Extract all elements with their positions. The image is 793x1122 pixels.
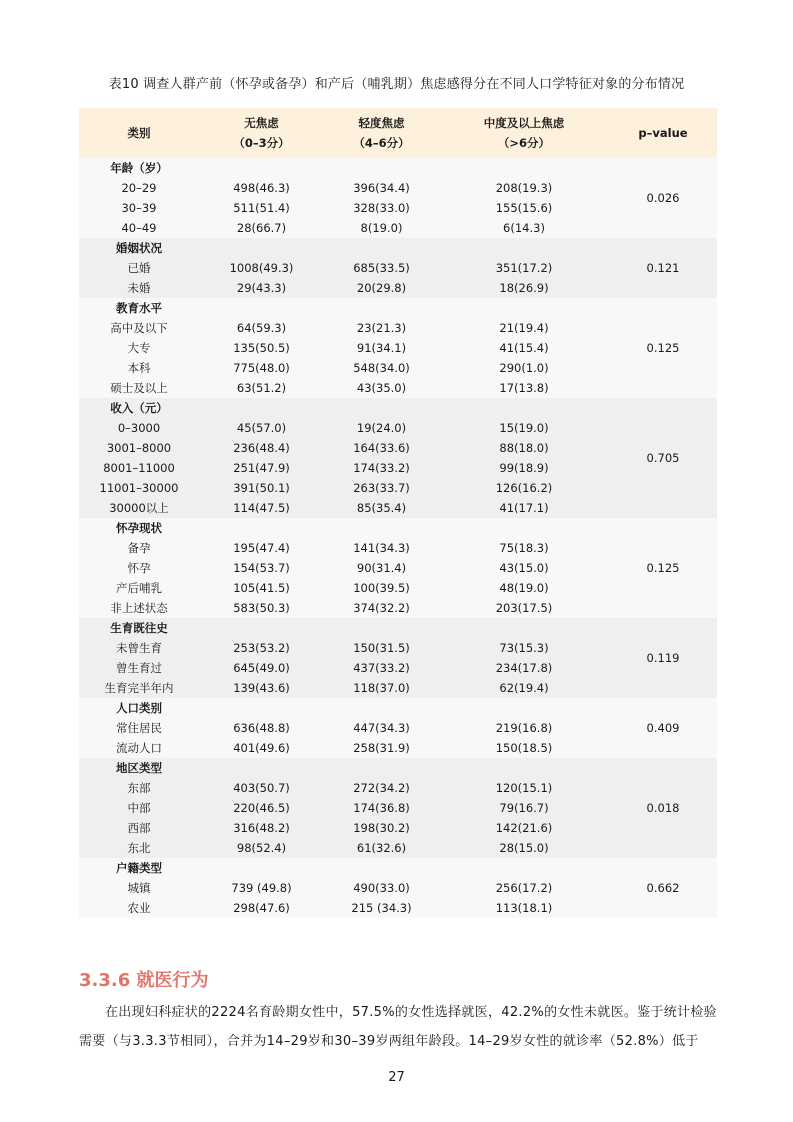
moderate-anxiety-cell: 75(18.3) xyxy=(439,538,609,558)
header-cell xyxy=(439,108,609,158)
mild-anxiety-cell: 19(24.0) xyxy=(324,418,439,438)
empty-cell xyxy=(324,158,439,178)
category-cell: 30000以上 xyxy=(79,498,199,518)
no-anxiety-cell: 45(57.0) xyxy=(199,418,324,438)
category-cell: 生育完半年内 xyxy=(79,678,199,698)
category-cell: 东北 xyxy=(79,838,199,858)
category-cell: 流动人口 xyxy=(79,738,199,758)
no-anxiety-cell: 220(46.5) xyxy=(199,798,324,818)
p-value-cell: 0.705 xyxy=(609,398,717,518)
moderate-anxiety-cell: 43(15.0) xyxy=(439,558,609,578)
moderate-anxiety-cell: 73(15.3) xyxy=(439,638,609,658)
mild-anxiety-cell: 174(33.2) xyxy=(324,458,439,478)
mild-anxiety-cell: 118(37.0) xyxy=(324,678,439,698)
category-cell: 3001–8000 xyxy=(79,438,199,458)
moderate-anxiety-cell: 79(16.7) xyxy=(439,798,609,818)
group-title-row xyxy=(79,238,717,258)
mild-anxiety-cell: 85(35.4) xyxy=(324,498,439,518)
moderate-anxiety-cell: 18(26.9) xyxy=(439,278,609,298)
category-cell: 怀孕 xyxy=(79,558,199,578)
mild-anxiety-cell: 23(21.3) xyxy=(324,318,439,338)
category-cell: 硕士及以上 xyxy=(79,378,199,398)
empty-cell xyxy=(199,618,324,638)
category-cell: 大专 xyxy=(79,338,199,358)
mild-anxiety-cell: 374(32.2) xyxy=(324,598,439,618)
empty-cell xyxy=(199,758,324,778)
category-cell: 未婚 xyxy=(79,278,199,298)
category-cell: 未曾生育 xyxy=(79,638,199,658)
moderate-anxiety-cell: 48(19.0) xyxy=(439,578,609,598)
p-value-cell: 0.026 xyxy=(609,158,717,238)
moderate-anxiety-cell: 99(18.9) xyxy=(439,458,609,478)
group-title-row xyxy=(79,618,717,638)
mild-anxiety-cell: 685(33.5) xyxy=(324,258,439,278)
group-title: 教育水平 xyxy=(79,298,199,318)
group-title-row xyxy=(79,398,717,418)
empty-cell xyxy=(324,618,439,638)
empty-cell xyxy=(199,858,324,878)
moderate-anxiety-cell: 41(15.4) xyxy=(439,338,609,358)
no-anxiety-cell: 401(49.6) xyxy=(199,738,324,758)
header-label: 类别 xyxy=(127,126,151,140)
group-title: 人口类别 xyxy=(79,698,199,718)
empty-cell xyxy=(439,858,609,878)
header-sublabel: （4–6分） xyxy=(353,136,410,150)
category-cell: 已婚 xyxy=(79,258,199,278)
group-title-row xyxy=(79,518,717,538)
moderate-anxiety-cell: 6(14.3) xyxy=(439,218,609,238)
no-anxiety-cell: 154(53.7) xyxy=(199,558,324,578)
mild-anxiety-cell: 174(36.8) xyxy=(324,798,439,818)
section-heading: 3.3.6 就医行为 xyxy=(79,970,209,991)
mild-anxiety-cell: 100(39.5) xyxy=(324,578,439,598)
header-cell xyxy=(609,108,717,158)
no-anxiety-cell: 775(48.0) xyxy=(199,358,324,378)
group-title: 户籍类型 xyxy=(79,858,199,878)
no-anxiety-cell: 511(51.4) xyxy=(199,198,324,218)
empty-cell xyxy=(439,238,609,258)
no-anxiety-cell: 63(51.2) xyxy=(199,378,324,398)
group-title: 生育既往史 xyxy=(79,618,199,638)
category-cell: 东部 xyxy=(79,778,199,798)
moderate-anxiety-cell: 88(18.0) xyxy=(439,438,609,458)
no-anxiety-cell: 316(48.2) xyxy=(199,818,324,838)
group-title: 地区类型 xyxy=(79,758,199,778)
moderate-anxiety-cell: 256(17.2) xyxy=(439,878,609,898)
p-value-cell: 0.018 xyxy=(609,758,717,858)
mild-anxiety-cell: 263(33.7) xyxy=(324,478,439,498)
empty-cell xyxy=(439,298,609,318)
mild-anxiety-cell: 20(29.8) xyxy=(324,278,439,298)
moderate-anxiety-cell: 351(17.2) xyxy=(439,258,609,278)
table-group xyxy=(79,398,717,518)
table-group xyxy=(79,158,717,238)
mild-anxiety-cell: 164(33.6) xyxy=(324,438,439,458)
mild-anxiety-cell: 198(30.2) xyxy=(324,818,439,838)
group-title-row xyxy=(79,298,717,318)
empty-cell xyxy=(199,238,324,258)
category-cell: 备孕 xyxy=(79,538,199,558)
moderate-anxiety-cell: 41(17.1) xyxy=(439,498,609,518)
table-group xyxy=(79,298,717,398)
mild-anxiety-cell: 272(34.2) xyxy=(324,778,439,798)
group-title-row xyxy=(79,758,717,778)
header-sublabel: （>6分） xyxy=(497,136,551,150)
mild-anxiety-cell: 258(31.9) xyxy=(324,738,439,758)
mild-anxiety-cell: 91(34.1) xyxy=(324,338,439,358)
p-value-cell: 0.125 xyxy=(609,298,717,398)
no-anxiety-cell: 195(47.4) xyxy=(199,538,324,558)
mild-anxiety-cell: 215 (34.3) xyxy=(324,898,439,918)
table-group xyxy=(79,698,717,758)
table-group xyxy=(79,618,717,698)
moderate-anxiety-cell: 203(17.5) xyxy=(439,598,609,618)
no-anxiety-cell: 114(47.5) xyxy=(199,498,324,518)
anxiety-distribution-table xyxy=(79,108,717,918)
empty-cell xyxy=(324,758,439,778)
moderate-anxiety-cell: 15(19.0) xyxy=(439,418,609,438)
table-caption: 表10 调查人群产前（怀孕或备孕）和产后（哺乳期）焦虑感得分在不同人口学特征对象的分布情况 xyxy=(108,77,685,92)
no-anxiety-cell: 583(50.3) xyxy=(199,598,324,618)
moderate-anxiety-cell: 208(19.3) xyxy=(439,178,609,198)
category-cell: 农业 xyxy=(79,898,199,918)
no-anxiety-cell: 251(47.9) xyxy=(199,458,324,478)
moderate-anxiety-cell: 113(18.1) xyxy=(439,898,609,918)
moderate-anxiety-cell: 234(17.8) xyxy=(439,658,609,678)
no-anxiety-cell: 498(46.3) xyxy=(199,178,324,198)
moderate-anxiety-cell: 126(16.2) xyxy=(439,478,609,498)
empty-cell xyxy=(199,698,324,718)
category-cell: 30–39 xyxy=(79,198,199,218)
no-anxiety-cell: 253(53.2) xyxy=(199,638,324,658)
body-paragraph: 在出现妇科症状的2224名育龄期女性中，57.5%的女性选择就医，42.2%的女性未就医。鉴于统计检验需要（与3.3.3节相同），合并为14–29岁和30–39岁两组年龄段。14–29岁女性的就诊率（52.8%）低于 xyxy=(79,1005,717,1049)
empty-cell xyxy=(439,158,609,178)
no-anxiety-cell: 298(47.6) xyxy=(199,898,324,918)
p-value-cell: 0.662 xyxy=(609,858,717,918)
no-anxiety-cell: 1008(49.3) xyxy=(199,258,324,278)
moderate-anxiety-cell: 219(16.8) xyxy=(439,718,609,738)
category-cell: 40–49 xyxy=(79,218,199,238)
header-cell xyxy=(199,108,324,158)
header-sublabel: （0–3分） xyxy=(233,136,290,150)
table-group xyxy=(79,238,717,298)
no-anxiety-cell: 98(52.4) xyxy=(199,838,324,858)
category-cell: 产后哺乳 xyxy=(79,578,199,598)
mild-anxiety-cell: 396(34.4) xyxy=(324,178,439,198)
mild-anxiety-cell: 548(34.0) xyxy=(324,358,439,378)
no-anxiety-cell: 236(48.4) xyxy=(199,438,324,458)
no-anxiety-cell: 391(50.1) xyxy=(199,478,324,498)
p-value-cell: 0.409 xyxy=(609,698,717,758)
moderate-anxiety-cell: 155(15.6) xyxy=(439,198,609,218)
group-title-row xyxy=(79,158,717,178)
category-cell: 中部 xyxy=(79,798,199,818)
category-cell: 0–3000 xyxy=(79,418,199,438)
no-anxiety-cell: 636(48.8) xyxy=(199,718,324,738)
mild-anxiety-cell: 43(35.0) xyxy=(324,378,439,398)
category-cell: 曾生育过 xyxy=(79,658,199,678)
no-anxiety-cell: 139(43.6) xyxy=(199,678,324,698)
moderate-anxiety-cell: 120(15.1) xyxy=(439,778,609,798)
empty-cell xyxy=(199,158,324,178)
table-group xyxy=(79,518,717,618)
header-label: p–value xyxy=(638,126,688,140)
no-anxiety-cell: 135(50.5) xyxy=(199,338,324,358)
p-value-cell: 0.121 xyxy=(609,238,717,298)
moderate-anxiety-cell: 21(19.4) xyxy=(439,318,609,338)
moderate-anxiety-cell: 28(15.0) xyxy=(439,838,609,858)
no-anxiety-cell: 105(41.5) xyxy=(199,578,324,598)
empty-cell xyxy=(199,518,324,538)
group-title-row xyxy=(79,698,717,718)
empty-cell xyxy=(324,698,439,718)
table-group xyxy=(79,858,717,918)
header-cell xyxy=(324,108,439,158)
moderate-anxiety-cell: 17(13.8) xyxy=(439,378,609,398)
table-header xyxy=(79,108,717,158)
empty-cell xyxy=(324,858,439,878)
category-cell: 常住居民 xyxy=(79,718,199,738)
header-label: 中度及以上焦虑 xyxy=(483,116,565,130)
mild-anxiety-cell: 90(31.4) xyxy=(324,558,439,578)
group-title: 年龄（岁） xyxy=(79,158,199,178)
empty-cell xyxy=(324,298,439,318)
mild-anxiety-cell: 61(32.6) xyxy=(324,838,439,858)
moderate-anxiety-cell: 62(19.4) xyxy=(439,678,609,698)
empty-cell xyxy=(439,618,609,638)
moderate-anxiety-cell: 290(1.0) xyxy=(439,358,609,378)
mild-anxiety-cell: 150(31.5) xyxy=(324,638,439,658)
empty-cell xyxy=(199,398,324,418)
no-anxiety-cell: 28(66.7) xyxy=(199,218,324,238)
no-anxiety-cell: 64(59.3) xyxy=(199,318,324,338)
category-cell: 高中及以下 xyxy=(79,318,199,338)
empty-cell xyxy=(439,518,609,538)
header-label: 无焦虑 xyxy=(244,116,279,130)
mild-anxiety-cell: 8(19.0) xyxy=(324,218,439,238)
no-anxiety-cell: 645(49.0) xyxy=(199,658,324,678)
no-anxiety-cell: 739 (49.8) xyxy=(199,878,324,898)
header-label: 轻度焦虑 xyxy=(358,116,405,130)
empty-cell xyxy=(199,298,324,318)
moderate-anxiety-cell: 142(21.6) xyxy=(439,818,609,838)
no-anxiety-cell: 29(43.3) xyxy=(199,278,324,298)
group-title: 收入（元） xyxy=(79,398,199,418)
mild-anxiety-cell: 328(33.0) xyxy=(324,198,439,218)
category-cell: 11001–30000 xyxy=(79,478,199,498)
empty-cell xyxy=(439,698,609,718)
mild-anxiety-cell: 447(34.3) xyxy=(324,718,439,738)
empty-cell xyxy=(324,238,439,258)
mild-anxiety-cell: 141(34.3) xyxy=(324,538,439,558)
empty-cell xyxy=(439,398,609,418)
group-title-row xyxy=(79,858,717,878)
category-cell: 本科 xyxy=(79,358,199,378)
table-group xyxy=(79,758,717,858)
category-cell: 20–29 xyxy=(79,178,199,198)
p-value-cell: 0.119 xyxy=(609,618,717,698)
empty-cell xyxy=(324,518,439,538)
empty-cell xyxy=(439,758,609,778)
empty-cell xyxy=(324,398,439,418)
group-title: 婚姻状况 xyxy=(79,238,199,258)
mild-anxiety-cell: 490(33.0) xyxy=(324,878,439,898)
category-cell: 8001–11000 xyxy=(79,458,199,478)
mild-anxiety-cell: 437(33.2) xyxy=(324,658,439,678)
category-cell: 西部 xyxy=(79,818,199,838)
group-title: 怀孕现状 xyxy=(79,518,199,538)
moderate-anxiety-cell: 150(18.5) xyxy=(439,738,609,758)
p-value-cell: 0.125 xyxy=(609,518,717,618)
category-cell: 城镇 xyxy=(79,878,199,898)
category-cell: 非上述状态 xyxy=(79,598,199,618)
header-cell xyxy=(79,108,199,158)
no-anxiety-cell: 403(50.7) xyxy=(199,778,324,798)
page-number: 27 xyxy=(388,1070,405,1085)
